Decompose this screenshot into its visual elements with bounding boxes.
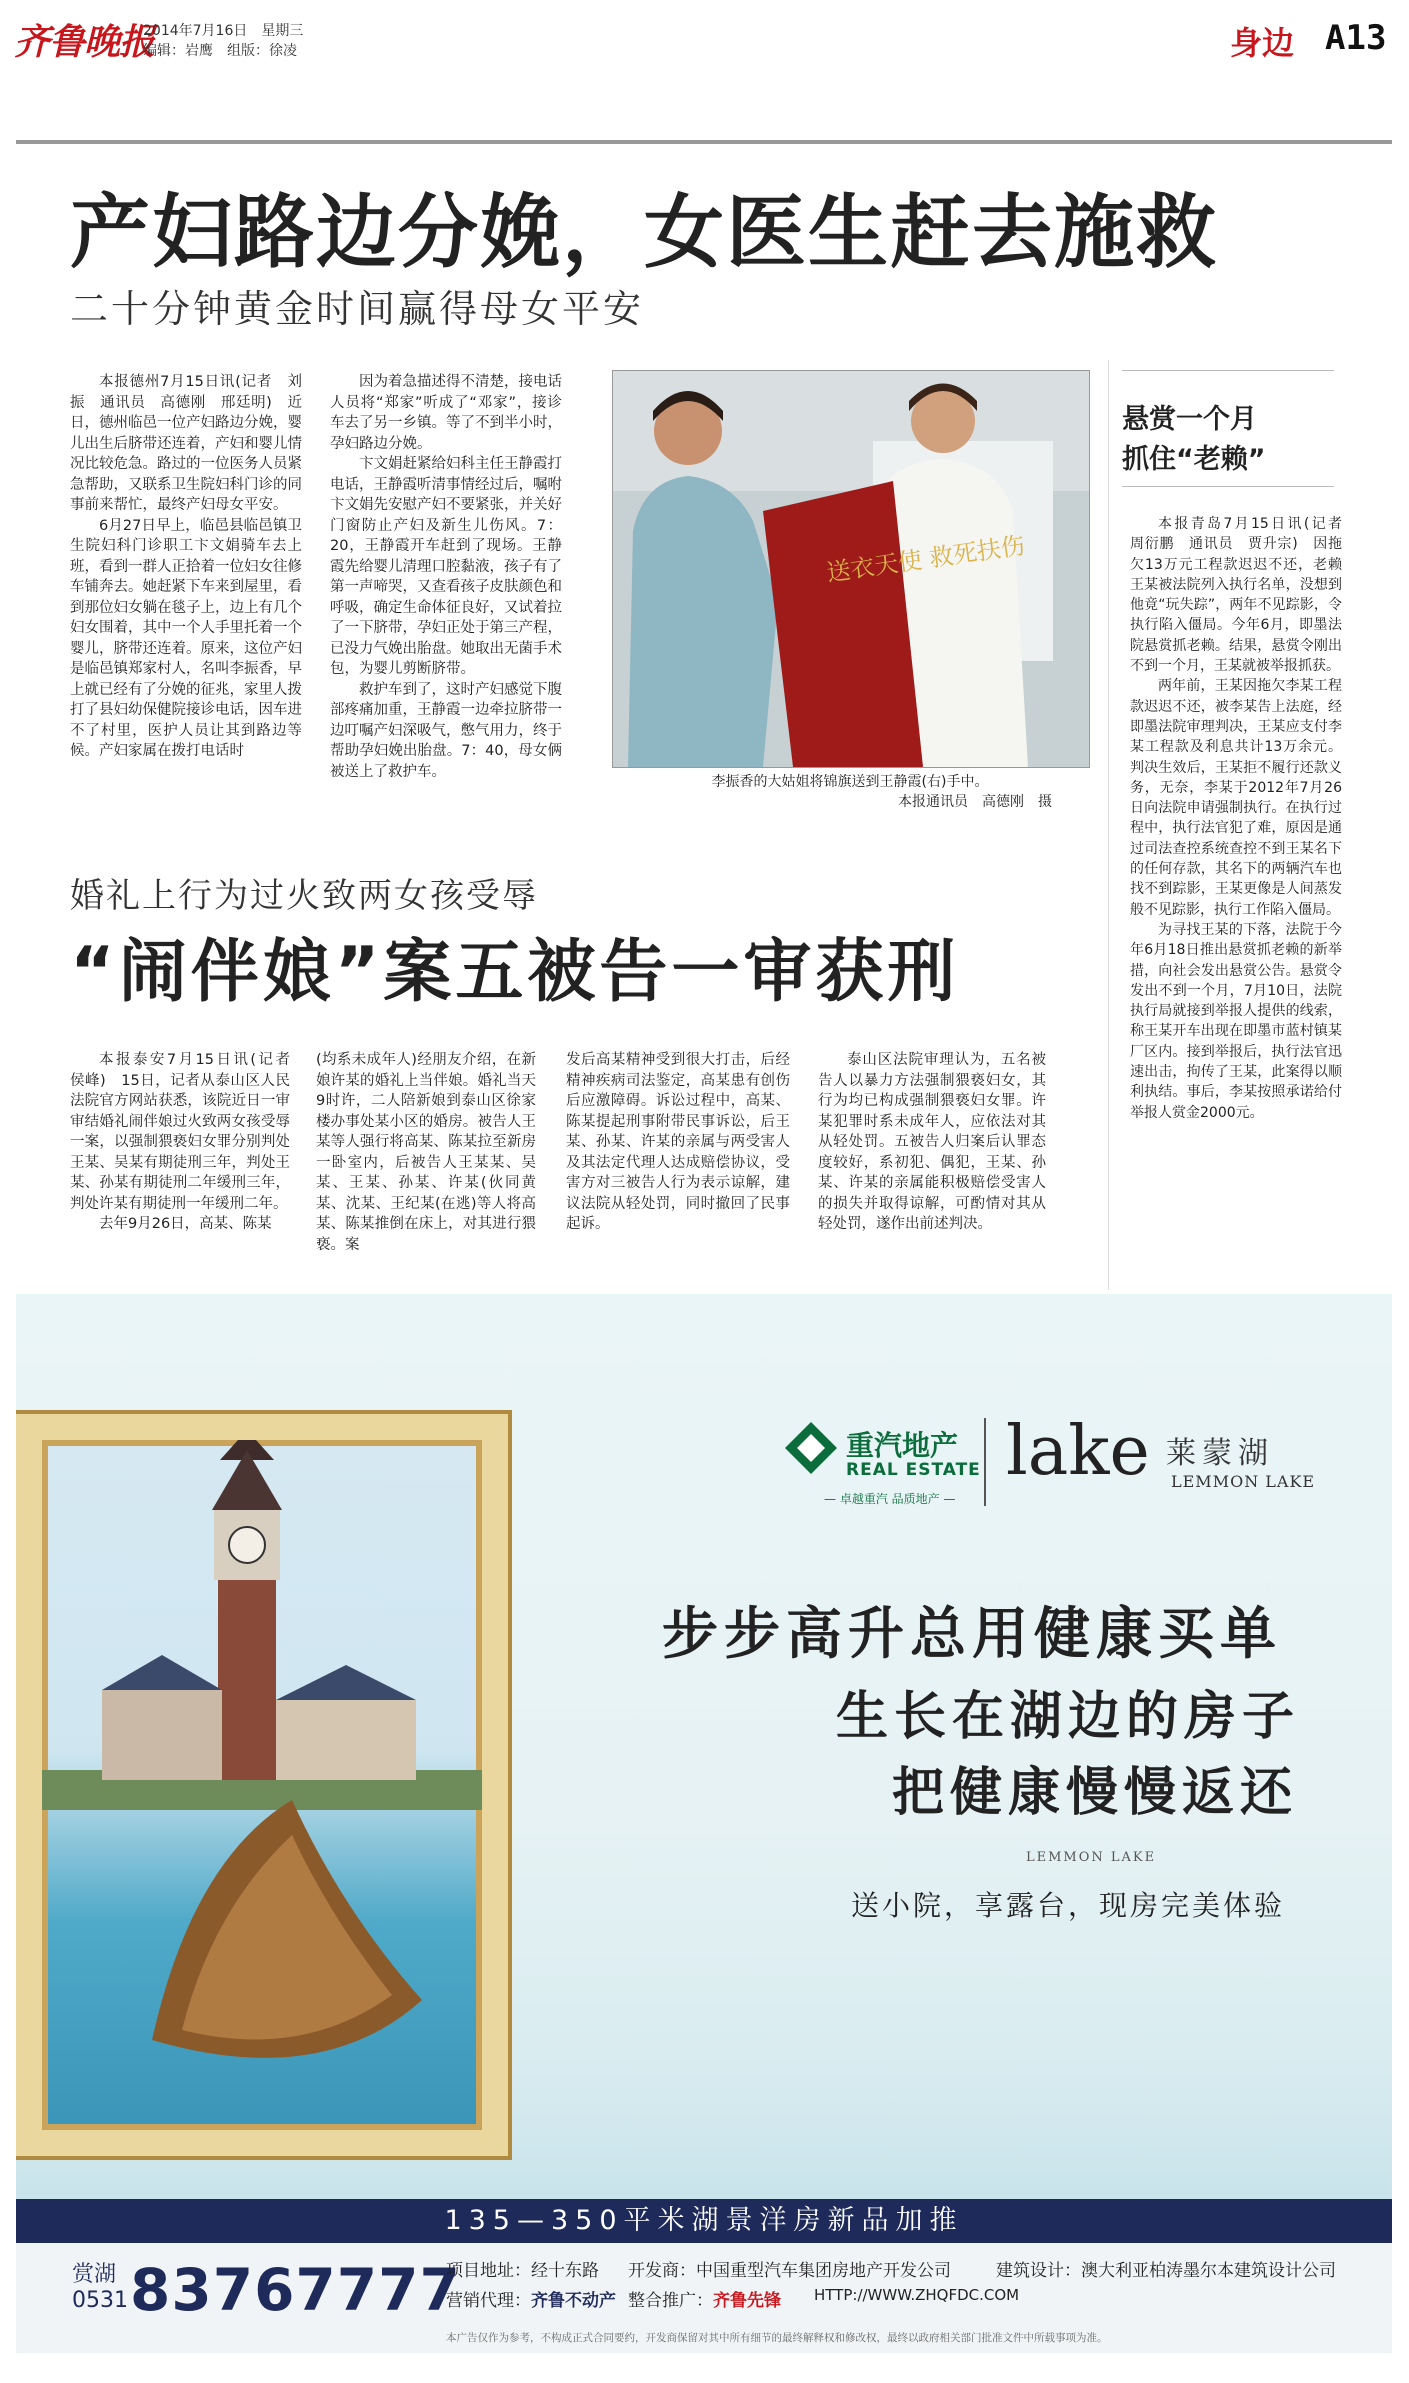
paragraph: 为寻找王某的下落，法院于今年6月18日推出悬赏抓老赖的新举措，向社会发出悬赏公告。悬赏令发出不到一个月，7月10日，法院执行局就接到举报人提供的线索，称王某开车出现在即墨市蓝村镇某厂区内。接到举报后，执行法官迅速出击，拘传了王某，此案得以顺利执结。事后，李某按照承诺给付举报人赏金2000元。 <box>1130 921 1342 1121</box>
hotline-number: 83767777 <box>130 2256 461 2324</box>
paragraph: 6月27日早上，临邑县临邑镇卫生院妇科门诊职工卞文娟骑车去上班，看到一群人正拾着一位妇女往修车铺奔去。她赶紧下车来到屋里，看到那位妇女躺在毯子上，边上有几个妇女围着，其中一个人手里托着一个婴儿，脐带还连着。原来，这位产妇是临邑镇郑家村人，名叫李振香，早上就已经有了分娩的征兆，家里人拨打了县妇幼保健院接诊电话，因车进不了村里，医护人员让其到路边等候。产妇家属在拨打电话时 <box>70 517 302 759</box>
story2-column-3 <box>566 1050 790 1235</box>
sidebar-headline-line1: 悬赏一个月 <box>1122 404 1257 435</box>
news-photo <box>612 370 1090 768</box>
paragraph: 去年9月26日，高某、陈某 <box>99 1216 272 1232</box>
sidebar-rule-bottom <box>1122 486 1334 487</box>
banner-text: 送衣天使 救死扶伤 <box>824 531 1027 587</box>
agent-logo-text: 齐鲁不动产 <box>531 2291 616 2311</box>
story1-headline: 产妇路边分娩，女医生赶去施救 <box>70 186 1218 279</box>
header-rule <box>16 140 1392 144</box>
brand-name-cn: 重汽地产 <box>846 1429 959 1462</box>
agent-label: 营销代理： <box>446 2291 531 2311</box>
story1-subhead: 二十分钟黄金时间赢得母女平安 <box>70 287 645 331</box>
masthead-logo: 齐鲁晚报 <box>14 21 155 63</box>
section-name: 身边 <box>1230 24 1295 62</box>
clock-tower-illustration <box>102 1440 416 1780</box>
promo-logo-text: 齐鲁先锋 <box>713 2291 781 2311</box>
hotline-label <box>72 2262 128 2314</box>
promo-line <box>628 2286 781 2311</box>
developer-info: 开发商：中国重型汽车集团房地产开发公司 <box>628 2261 951 2281</box>
agent-line <box>446 2286 616 2311</box>
sidebar-rule-top <box>1122 370 1334 371</box>
paragraph: (均系未成年人)经朋友介绍，在新娘许某的婚礼上当伴娘。婚礼当天9时许，二人陪新娘到泰山区徐家楼办事处某小区的婚房。被告人王某等人强行将高某、陈某拉至新房一卧室内，后被告人王某某、吴某、王某、孙某、许某(伙同黄某、沈某、王纪某(在逃)等人将高某、陈某推倒在床上，对其进行猥亵。案 <box>316 1052 536 1253</box>
slogan-line-1: 步步高升总用健康买单 <box>662 1601 1282 1667</box>
promo-label: 整合推广： <box>628 2291 713 2311</box>
slogan-line-3: 把健康慢慢返还 <box>892 1762 1299 1823</box>
sidebar-headline-line2: 抓住“老赖” <box>1122 444 1266 475</box>
logo-divider <box>984 1418 986 1506</box>
paragraph: 两年前，王某因拖欠李某工程款迟迟不还，被李某告上法庭，经即墨法院审理判决，王某应支付李某工程款及利息共计13万余元。判决生效后，王某拒不履行还款义务，无奈，李某于2012年7月26日向法院申请强制执行。在执行过程中，执行法官犯了难，原因是通过司法查控系统查控不到王某名下的任何存款，其名下的两辆汽车也找不到踪影，王某更像是人间蒸发般不见踪影，执行工作陷入僵局。 <box>1130 678 1342 918</box>
website-link[interactable]: HTTP://WWW.ZHQFDC.COM <box>814 2286 1020 2304</box>
ornate-picture-frame <box>16 1414 508 2156</box>
editor-credit: 编辑：岩鹰 组版：徐凌 <box>143 43 297 59</box>
paragraph: 救护车到了，这时产妇感觉下腹部疼痛加重，王静霞一边牵拉脐带一边叮嘱产妇深吸气，憋气用力，终于帮助孕妇娩出胎盘。7：40，母女俩被送上了救护车。 <box>330 681 562 780</box>
architect-info: 建筑设计：澳大利亚柏涛墨尔本建筑设计公司 <box>996 2261 1336 2281</box>
paragraph: 卞文娟赶紧给妇科主任王静霞打电话，王静霞听清事情经过后，嘱咐卞文娟先安慰产妇不要紧张，并关好门窗防止产妇及新生儿伤风。7：20，王静霞开车赶到了现场。王静霞先给婴儿清理口腔黏液，孩子有了第一声啼哭，又查看孩子皮肤颜色和呼吸，确定生命体征良好，又试着拉了一下脐带，孕妇正处于第三产程，已没力气娩出胎盘。她取出无菌手术包，为婴儿剪断脐带。 <box>330 456 562 677</box>
project-name-cn: 莱蒙湖 <box>1166 1436 1274 1471</box>
cnhtc-logo-icon <box>781 1418 841 1478</box>
real-estate-ad <box>16 1294 1392 2353</box>
story2-column-2 <box>316 1050 536 1255</box>
project-name-en: LEMMON LAKE <box>1171 1472 1316 1491</box>
small-project-label: LEMMON LAKE <box>1026 1850 1157 1865</box>
paragraph: 本报德州7月15日讯(记者 刘振 通讯员 高德刚 邢廷明) 近日，德州临邑一位产妇路边分娩，婴儿出生后脐带还连着，产妇和婴儿情况比较危急。路过的一位医务人员紧急帮助，又联系卫生院妇科门诊的同事前来帮忙，最终产妇母女平安。 <box>70 374 302 513</box>
hotline-area-code: 0531 <box>72 2288 128 2313</box>
ad-tagline: 送小院，享露台，现房完美体验 <box>851 1889 1286 1922</box>
offer-bar-text: 135—350平米湖景洋房新品加推 <box>444 2205 964 2236</box>
issue-date: 2014年7月16日 星期三 <box>143 23 304 39</box>
sidebar-body <box>1130 514 1356 1123</box>
sidebar-headline <box>1122 400 1266 480</box>
story1-column-2 <box>330 372 562 782</box>
column-divider <box>1108 360 1109 1290</box>
photo-caption <box>612 772 1088 812</box>
story1-column-1 <box>70 372 302 762</box>
paragraph: 本报泰安7月15日讯(记者 侯峰) 15日，记者从泰山区人民法院官方网站获悉，该院近日一审审结婚礼闹伴娘过火致两女孩受辱一案，以强制猥亵妇女罪分别判处王某、吴某有期徒刑三年，判处王某、孙某有期徒刑二年缓刑三年，判处许某有期徒刑一年缓刑二年。 <box>70 1052 305 1212</box>
story2-column-4 <box>818 1050 1046 1235</box>
project-address: 项目地址：经十东路 <box>446 2261 599 2281</box>
hotline-label-top: 赏湖 <box>72 2262 117 2287</box>
photo-illustration <box>613 371 1089 767</box>
paragraph: 因为着急描述得不清楚，接电话人员将“郑家”听成了“邓家”，接诊车去了另一乡镇。等了不到半小时，孕妇路边分娩。 <box>330 374 562 452</box>
photo-credit: 本报通讯员 高德刚 摄 <box>898 794 1052 810</box>
story2-subhead: 婚礼上行为过火致两女孩受辱 <box>70 876 538 916</box>
page-number: A13 <box>1325 18 1387 58</box>
paragraph: 泰山区法院审理认为，五名被告人以暴力方法强制猥亵妇女，其行为均已构成强制猥亵妇女罪。许某犯罪时系未成年人，应依法对其从轻处罚。五被告人归案后认罪态度较好，系初犯、偶犯，王某、孙某、许某的亲属能积极赔偿受害人的损失并取得谅解，可酌情对其从轻处罚，遂作出前述判决。 <box>818 1052 1046 1232</box>
caption-text: 李振香的大姑姐将锦旗送到王静霞(右)手中。 <box>711 774 989 790</box>
paragraph: 发后高某精神受到很大打击，后经精神疾病司法鉴定，高某患有创伤后应激障碍。诉讼过程中，高某、陈某提起刑事附带民事诉讼，后王某、孙某、许某的亲属与两受害人及其法定代理人达成赔偿协议，受害方对三被告人行为表示谅解，建议法院从轻处罚，同时撤回了民事起诉。 <box>566 1052 790 1232</box>
slogan-line-2: 生长在湖边的房子 <box>836 1686 1301 1747</box>
brand-name-en: REAL ESTATE <box>846 1460 981 1480</box>
ad-disclaimer: 本广告仅作为参考，不构成正式合同要约，开发商保留对其中所有细节的最终解释权和修改权，最终以政府相关部门批准文件中所载事项为准。 <box>446 2332 1108 2344</box>
paragraph: 本报青岛7月15日讯(记者 周衍鹏 通讯员 贾升宗) 因拖欠13万元工程款迟迟不还，老赖王某被法院列入执行名单，没想到他竟“玩失踪”，两年不见踪影，令执行陷入僵局。今年6月，即墨法院悬赏抓老赖。结果，悬赏令刚出不到一个月，王某就被举报抓获。 <box>1130 516 1356 675</box>
wooden-boat-illustration <box>152 1800 422 2058</box>
story2-column-1 <box>70 1050 305 1235</box>
story2-headline: “闹伴娘”案五被告一审获刑 <box>70 933 960 1012</box>
frame-scene <box>42 1440 482 2130</box>
lake-wordmark: lake <box>1006 1412 1150 1491</box>
brand-motto: — 卓越重汽 品质地产 — <box>824 1492 956 1506</box>
